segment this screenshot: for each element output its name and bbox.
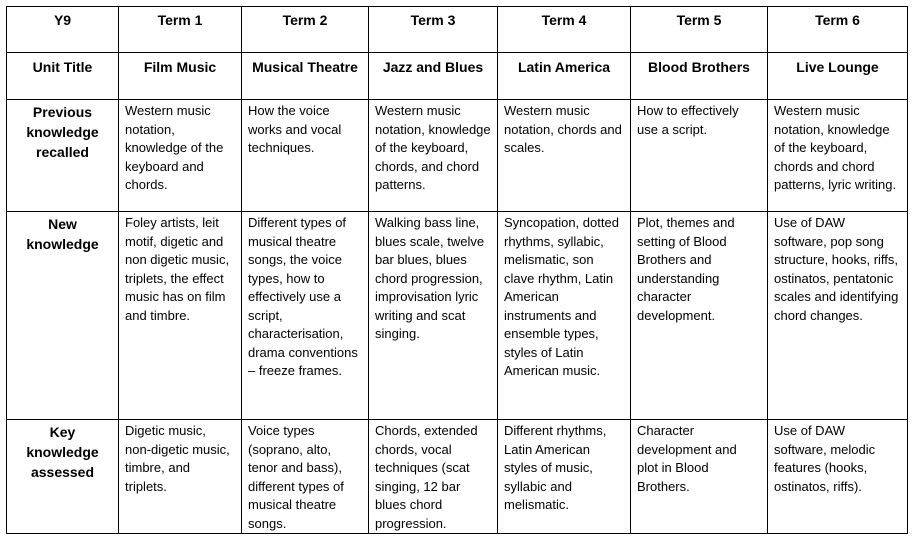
row-label-new-knowledge: New knowledge bbox=[7, 212, 119, 420]
term-header: Term 3 bbox=[369, 7, 498, 53]
key-knowledge-cell: Different rhythms, Latin American styles of music, syllabic and melismatic. bbox=[498, 420, 631, 534]
key-knowledge-cell: Character development and plot in Blood Brothers. bbox=[631, 420, 768, 534]
new-knowledge-cell: Plot, themes and setting of Blood Brothers and understanding character development. bbox=[631, 212, 768, 420]
new-knowledge-cell: Different types of musical theatre songs, the voice types, how to effectively use a script, characterisation, drama conventions – freeze frames. bbox=[242, 212, 369, 420]
previous-knowledge-cell: Western music notation, chords and scales. bbox=[498, 100, 631, 212]
new-knowledge-row bbox=[7, 212, 908, 420]
unit-title-cell: Live Lounge bbox=[768, 53, 908, 100]
term-header: Term 2 bbox=[242, 7, 369, 53]
unit-title-cell: Jazz and Blues bbox=[369, 53, 498, 100]
curriculum-table bbox=[6, 6, 908, 534]
key-knowledge-row bbox=[7, 420, 908, 534]
new-knowledge-cell: Walking bass line, blues scale, twelve bar blues, blues chord progression, improvisation lyric writing and scat singing. bbox=[369, 212, 498, 420]
year-label: Y9 bbox=[7, 7, 119, 53]
previous-knowledge-cell: Western music notation, knowledge of the keyboard and chords. bbox=[119, 100, 242, 212]
key-knowledge-cell: Use of DAW software, melodic features (hooks, ostinatos, riffs). bbox=[768, 420, 908, 534]
previous-knowledge-cell: Western music notation, knowledge of the keyboard, chords and chord patterns, lyric writing. bbox=[768, 100, 908, 212]
unit-title-row bbox=[7, 53, 908, 100]
term-header: Term 4 bbox=[498, 7, 631, 53]
term-header: Term 5 bbox=[631, 7, 768, 53]
previous-knowledge-cell: How the voice works and vocal techniques. bbox=[242, 100, 369, 212]
header-row bbox=[7, 7, 908, 53]
previous-knowledge-row bbox=[7, 100, 908, 212]
new-knowledge-cell: Syncopation, dotted rhythms, syllabic, melismatic, son clave rhythm, Latin American instruments and ensemble types, styles of Latin American music. bbox=[498, 212, 631, 420]
key-knowledge-cell: Voice types (soprano, alto, tenor and bass), different types of musical theatre songs. bbox=[242, 420, 369, 534]
unit-title-cell: Latin America bbox=[498, 53, 631, 100]
new-knowledge-cell: Use of DAW software, pop song structure, hooks, riffs, ostinatos, pentatonic scales and identifying chord changes. bbox=[768, 212, 908, 420]
term-header: Term 1 bbox=[119, 7, 242, 53]
new-knowledge-cell: Foley artists, leit motif, digetic and non digetic music, triplets, the effect music has on film and timbre. bbox=[119, 212, 242, 420]
unit-title-cell: Musical Theatre bbox=[242, 53, 369, 100]
row-label-key-knowledge: Key knowledge assessed bbox=[7, 420, 119, 534]
unit-title-cell: Blood Brothers bbox=[631, 53, 768, 100]
previous-knowledge-cell: Western music notation, knowledge of the keyboard, chords, and chord patterns. bbox=[369, 100, 498, 212]
key-knowledge-cell: Digetic music, non-digetic music, timbre, and triplets. bbox=[119, 420, 242, 534]
row-label-unit-title: Unit Title bbox=[7, 53, 119, 100]
term-header: Term 6 bbox=[768, 7, 908, 53]
key-knowledge-cell: Chords, extended chords, vocal techniques (scat singing, 12 bar blues chord progression. bbox=[369, 420, 498, 534]
unit-title-cell: Film Music bbox=[119, 53, 242, 100]
row-label-previous-knowledge: Previous knowledge recalled bbox=[7, 100, 119, 212]
previous-knowledge-cell: How to effectively use a script. bbox=[631, 100, 768, 212]
